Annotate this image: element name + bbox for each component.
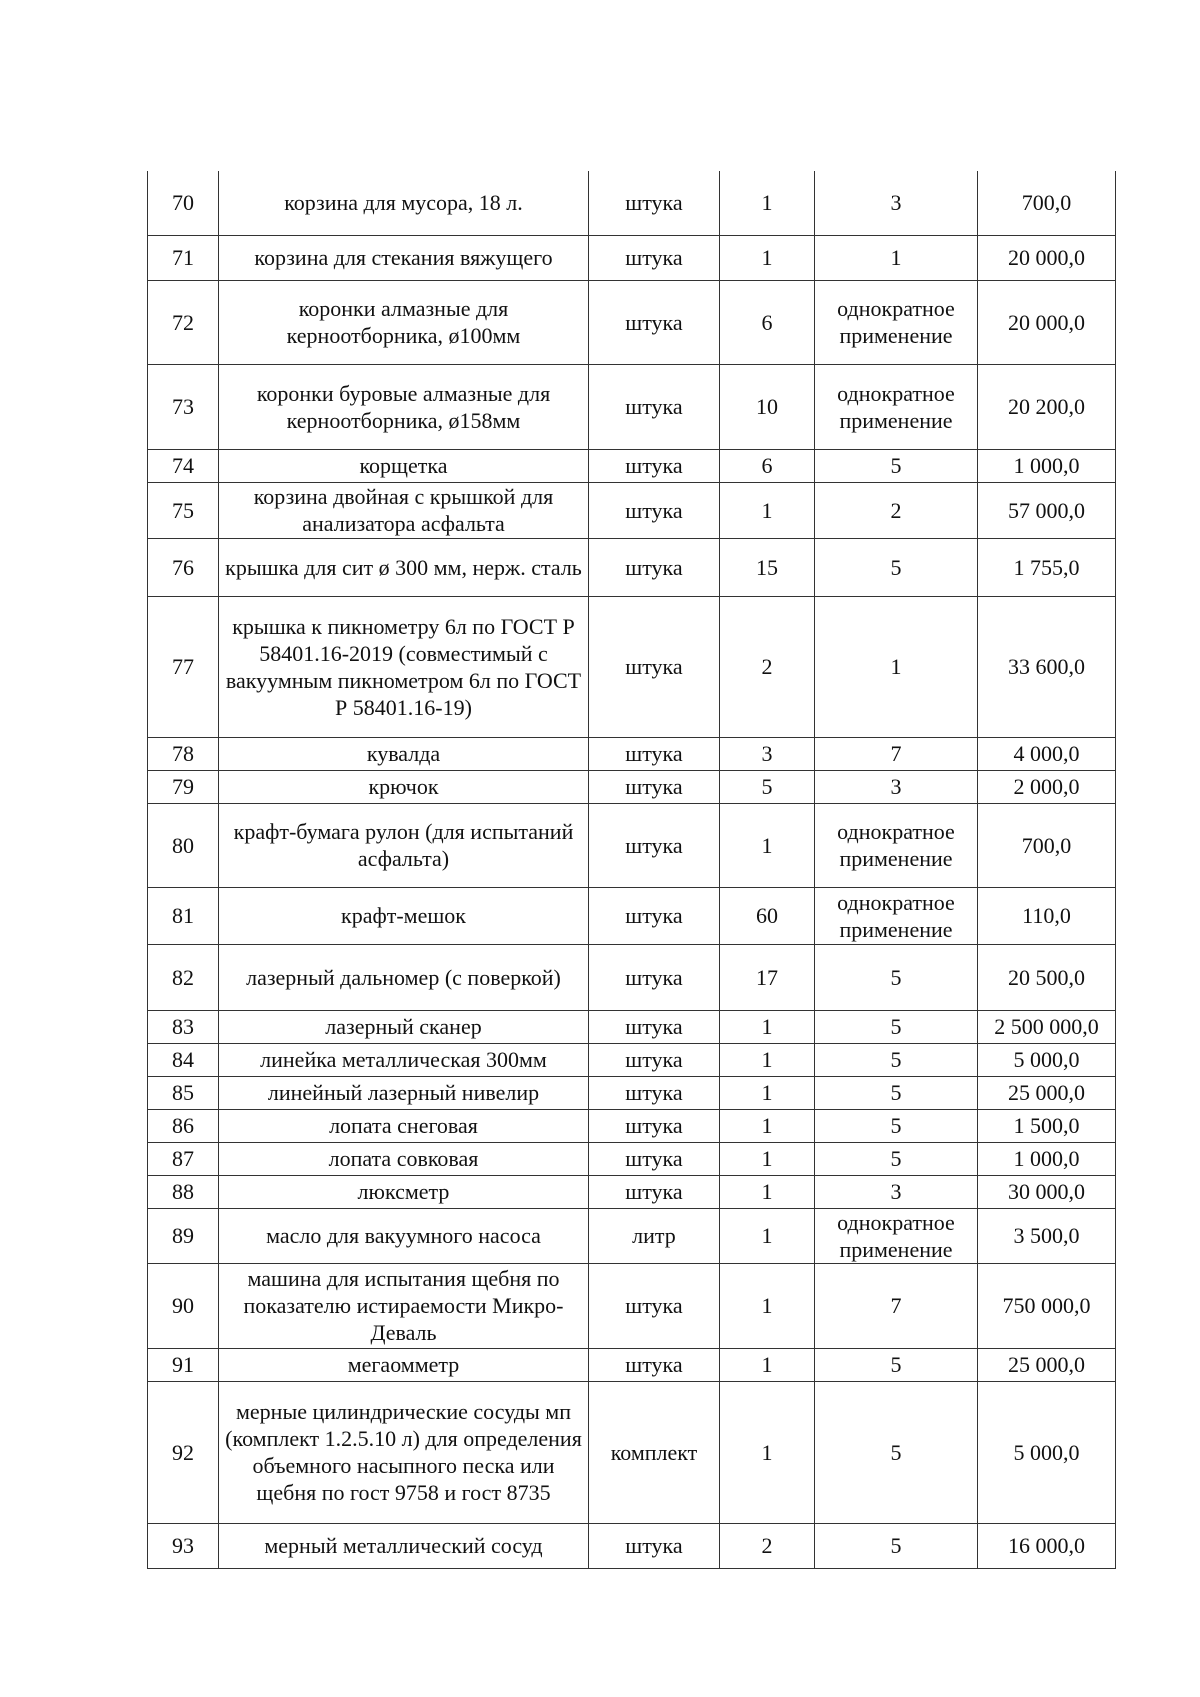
cell-qty: 1 — [720, 1076, 815, 1109]
cell-qty: 1 — [720, 1142, 815, 1175]
cell-num: 83 — [148, 1010, 219, 1043]
cell-num: 91 — [148, 1348, 219, 1381]
table-row — [148, 1043, 1116, 1076]
cell-price: 750 000,0 — [978, 1263, 1116, 1348]
cell-life: 3 — [815, 770, 978, 803]
cell-life: 5 — [815, 1142, 978, 1175]
cell-life: 5 — [815, 1381, 978, 1523]
cell-price: 25 000,0 — [978, 1348, 1116, 1381]
cell-unit: штука — [589, 1142, 720, 1175]
cell-qty: 1 — [720, 1043, 815, 1076]
cell-name: крафт-мешок — [219, 887, 589, 944]
table-row — [148, 1076, 1116, 1109]
cell-name: лазерный дальномер (с поверкой) — [219, 944, 589, 1010]
cell-qty: 2 — [720, 596, 815, 737]
cell-life: 5 — [815, 1109, 978, 1142]
cell-life: 1 — [815, 596, 978, 737]
cell-qty: 6 — [720, 280, 815, 364]
cell-unit: штука — [589, 482, 720, 538]
cell-unit: штука — [589, 770, 720, 803]
cell-qty: 1 — [720, 1109, 815, 1142]
cell-name: лазерный сканер — [219, 1010, 589, 1043]
cell-price: 30 000,0 — [978, 1175, 1116, 1208]
cell-name: коронки алмазные для керноотборника, ø100мм — [219, 280, 589, 364]
cell-price: 16 000,0 — [978, 1523, 1116, 1568]
cell-price: 20 500,0 — [978, 944, 1116, 1010]
cell-unit: штука — [589, 235, 720, 280]
cell-num: 81 — [148, 887, 219, 944]
cell-price: 57 000,0 — [978, 482, 1116, 538]
table-row — [148, 1010, 1116, 1043]
table-body — [148, 171, 1116, 1568]
cell-unit: штука — [589, 1043, 720, 1076]
cell-name: корзина для мусора, 18 л. — [219, 171, 589, 235]
cell-qty: 15 — [720, 538, 815, 596]
cell-name: корщетка — [219, 449, 589, 482]
cell-num: 93 — [148, 1523, 219, 1568]
cell-life: однократное применение — [815, 887, 978, 944]
cell-name: линейка металлическая 300мм — [219, 1043, 589, 1076]
cell-qty: 6 — [720, 449, 815, 482]
cell-unit: штука — [589, 1348, 720, 1381]
cell-name: лопата совковая — [219, 1142, 589, 1175]
cell-unit: штука — [589, 538, 720, 596]
cell-name: масло для вакуумного насоса — [219, 1208, 589, 1263]
cell-name: мерные цилиндрические сосуды мп (комплект 1.2.5.10 л) для определения объемного насыпного песка или щебня по гост 9758 и гост 8735 — [219, 1381, 589, 1523]
table-row — [148, 944, 1116, 1010]
cell-name: крышка для сит ø 300 мм, нерж. сталь — [219, 538, 589, 596]
cell-qty: 1 — [720, 1010, 815, 1043]
cell-name: корзина для стекания вяжущего — [219, 235, 589, 280]
cell-num: 75 — [148, 482, 219, 538]
cell-num: 86 — [148, 1109, 219, 1142]
cell-unit: штука — [589, 737, 720, 770]
table-row — [148, 1263, 1116, 1348]
cell-life: 5 — [815, 1076, 978, 1109]
cell-qty: 1 — [720, 1348, 815, 1381]
cell-price: 700,0 — [978, 171, 1116, 235]
cell-price: 5 000,0 — [978, 1381, 1116, 1523]
cell-price: 5 000,0 — [978, 1043, 1116, 1076]
cell-qty: 1 — [720, 171, 815, 235]
cell-price: 110,0 — [978, 887, 1116, 944]
table-row — [148, 482, 1116, 538]
cell-unit: штука — [589, 449, 720, 482]
table-row — [148, 449, 1116, 482]
cell-price: 1 755,0 — [978, 538, 1116, 596]
table-row — [148, 364, 1116, 449]
cell-life: 5 — [815, 944, 978, 1010]
cell-qty: 1 — [720, 482, 815, 538]
cell-life: однократное применение — [815, 803, 978, 887]
table-row — [148, 596, 1116, 737]
cell-price: 20 200,0 — [978, 364, 1116, 449]
cell-price: 2 500 000,0 — [978, 1010, 1116, 1043]
cell-num: 82 — [148, 944, 219, 1010]
cell-qty: 1 — [720, 1263, 815, 1348]
table-row — [148, 1208, 1116, 1263]
cell-num: 87 — [148, 1142, 219, 1175]
cell-unit: штука — [589, 1109, 720, 1142]
table-row — [148, 1523, 1116, 1568]
table-row — [148, 803, 1116, 887]
cell-life: 5 — [815, 1348, 978, 1381]
cell-life: 5 — [815, 1010, 978, 1043]
cell-name: корзина двойная с крышкой для анализатора асфальта — [219, 482, 589, 538]
cell-num: 76 — [148, 538, 219, 596]
cell-qty: 2 — [720, 1523, 815, 1568]
cell-qty: 1 — [720, 1208, 815, 1263]
cell-price: 4 000,0 — [978, 737, 1116, 770]
cell-num: 77 — [148, 596, 219, 737]
cell-life: однократное применение — [815, 1208, 978, 1263]
table-row — [148, 280, 1116, 364]
table-row — [148, 1109, 1116, 1142]
cell-qty: 10 — [720, 364, 815, 449]
cell-price: 25 000,0 — [978, 1076, 1116, 1109]
cell-name: люксметр — [219, 1175, 589, 1208]
table-row — [148, 770, 1116, 803]
cell-price: 3 500,0 — [978, 1208, 1116, 1263]
cell-num: 79 — [148, 770, 219, 803]
table-row — [148, 887, 1116, 944]
cell-name: линейный лазерный нивелир — [219, 1076, 589, 1109]
cell-unit: штука — [589, 596, 720, 737]
cell-unit: штука — [589, 280, 720, 364]
cell-price: 1 000,0 — [978, 449, 1116, 482]
cell-price: 20 000,0 — [978, 235, 1116, 280]
cell-price: 1 000,0 — [978, 1142, 1116, 1175]
cell-num: 85 — [148, 1076, 219, 1109]
cell-name: крышка к пикнометру 6л по ГОСТ Р 58401.16-2019 (совместимый с вакуумным пикнометром 6л по ГОСТ Р 58401.16-19) — [219, 596, 589, 737]
cell-num: 92 — [148, 1381, 219, 1523]
cell-life: 5 — [815, 449, 978, 482]
cell-life: 3 — [815, 1175, 978, 1208]
table-row — [148, 235, 1116, 280]
cell-unit: штука — [589, 364, 720, 449]
table-row — [148, 1381, 1116, 1523]
cell-life: 5 — [815, 538, 978, 596]
cell-num: 74 — [148, 449, 219, 482]
cell-name: крючок — [219, 770, 589, 803]
equipment-table — [147, 171, 1116, 1569]
cell-num: 70 — [148, 171, 219, 235]
cell-num: 89 — [148, 1208, 219, 1263]
cell-num: 73 — [148, 364, 219, 449]
cell-unit: штука — [589, 1010, 720, 1043]
cell-life: 5 — [815, 1043, 978, 1076]
table-row — [148, 1142, 1116, 1175]
cell-num: 72 — [148, 280, 219, 364]
cell-num: 90 — [148, 1263, 219, 1348]
cell-qty: 1 — [720, 235, 815, 280]
table-row — [148, 538, 1116, 596]
cell-name: мегаомметр — [219, 1348, 589, 1381]
cell-unit: штука — [589, 1263, 720, 1348]
cell-qty: 1 — [720, 803, 815, 887]
cell-life: 7 — [815, 737, 978, 770]
cell-num: 78 — [148, 737, 219, 770]
cell-qty: 60 — [720, 887, 815, 944]
cell-unit: штука — [589, 944, 720, 1010]
cell-price: 33 600,0 — [978, 596, 1116, 737]
cell-unit: штука — [589, 171, 720, 235]
cell-unit: штука — [589, 1523, 720, 1568]
cell-qty: 3 — [720, 737, 815, 770]
cell-qty: 5 — [720, 770, 815, 803]
table-row — [148, 1175, 1116, 1208]
cell-life: 2 — [815, 482, 978, 538]
cell-name: мерный металлический сосуд — [219, 1523, 589, 1568]
cell-price: 1 500,0 — [978, 1109, 1116, 1142]
cell-unit: штука — [589, 1175, 720, 1208]
cell-qty: 1 — [720, 1381, 815, 1523]
table-row — [148, 1348, 1116, 1381]
cell-life: однократное применение — [815, 280, 978, 364]
cell-price: 20 000,0 — [978, 280, 1116, 364]
cell-qty: 1 — [720, 1175, 815, 1208]
cell-name: машина для испытания щебня по показателю истираемости Микро-Деваль — [219, 1263, 589, 1348]
cell-life: 7 — [815, 1263, 978, 1348]
cell-name: кувалда — [219, 737, 589, 770]
cell-unit: штука — [589, 887, 720, 944]
cell-num: 71 — [148, 235, 219, 280]
cell-unit: литр — [589, 1208, 720, 1263]
table-row — [148, 737, 1116, 770]
cell-num: 88 — [148, 1175, 219, 1208]
cell-qty: 17 — [720, 944, 815, 1010]
cell-name: коронки буровые алмазные для керноотборника, ø158мм — [219, 364, 589, 449]
cell-life: 1 — [815, 235, 978, 280]
cell-unit: штука — [589, 1076, 720, 1109]
cell-life: 5 — [815, 1523, 978, 1568]
cell-price: 2 000,0 — [978, 770, 1116, 803]
cell-num: 84 — [148, 1043, 219, 1076]
cell-num: 80 — [148, 803, 219, 887]
cell-name: крафт-бумага рулон (для испытаний асфальта) — [219, 803, 589, 887]
table-row — [148, 171, 1116, 235]
cell-name: лопата снеговая — [219, 1109, 589, 1142]
cell-unit: штука — [589, 803, 720, 887]
cell-life: 3 — [815, 171, 978, 235]
cell-price: 700,0 — [978, 803, 1116, 887]
cell-life: однократное применение — [815, 364, 978, 449]
cell-unit: комплект — [589, 1381, 720, 1523]
